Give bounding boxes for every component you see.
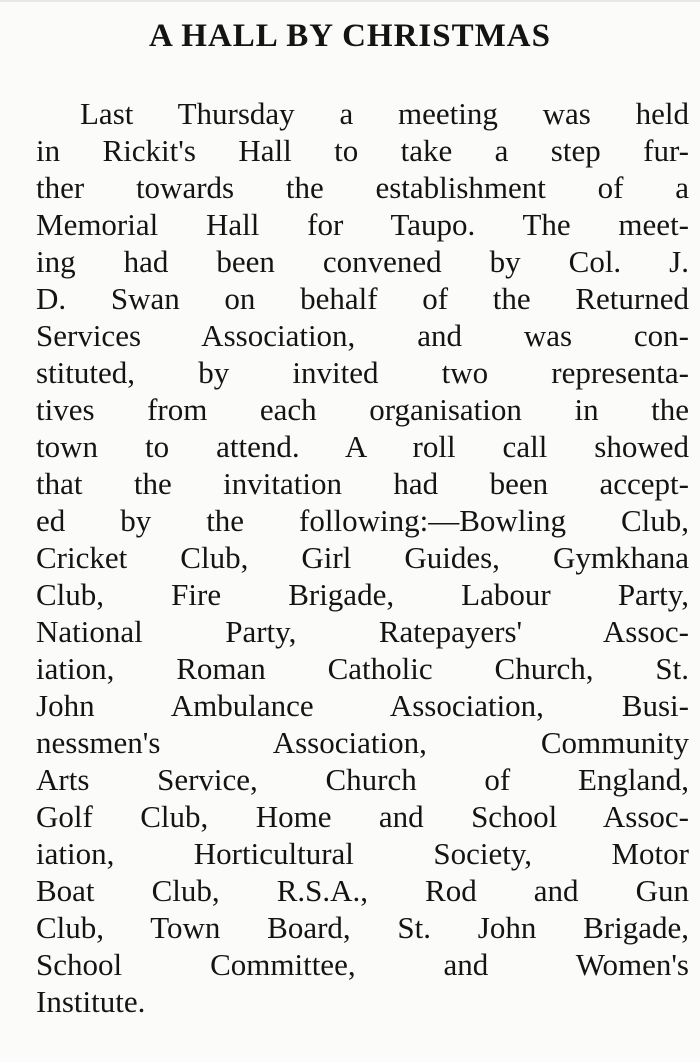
article-line: ed by the following:—Bowling Club,: [36, 503, 689, 538]
article-line: in Rickit's Hall to take a step fur-: [36, 133, 689, 168]
article-line: Club, Fire Brigade, Labour Party,: [36, 577, 689, 612]
article-line: Cricket Club, Girl Guides, Gymkhana: [36, 540, 689, 575]
article-line: Golf Club, Home and School Assoc-: [36, 799, 689, 834]
article-line: Arts Service, Church of England,: [36, 762, 689, 797]
article-line: D. Swan on behalf of the Returned: [36, 281, 689, 316]
article-line: National Party, Ratepayers' Assoc-: [36, 614, 689, 649]
article-line: John Ambulance Association, Busi-: [36, 688, 689, 723]
article-line: tives from each organisation in the: [36, 392, 689, 427]
article-body: [36, 95, 689, 1020]
article-line: nessmen's Association, Community: [36, 725, 689, 760]
article-line: Services Association, and was con-: [36, 318, 689, 353]
article-line: ther towards the establishment of a: [36, 170, 689, 205]
article-line: Boat Club, R.S.A., Rod and Gun: [36, 873, 689, 908]
article-line: Institute.: [36, 984, 146, 1019]
article-line: Memorial Hall for Taupo. The meet-: [36, 207, 689, 242]
article-line: ing had been convened by Col. J.: [36, 244, 689, 279]
article-line: Club, Town Board, St. John Brigade,: [36, 910, 689, 945]
clipping-top-edge: [0, 0, 700, 2]
article-line: iation, Horticultural Society, Motor: [36, 836, 689, 871]
article-headline: A HALL BY CHRISTMAS: [149, 18, 551, 54]
article-line: stituted, by invited two representa-: [36, 355, 689, 390]
article-line: town to attend. A roll call showed: [36, 429, 689, 464]
article-line: that the invitation had been accept-: [36, 466, 689, 501]
article-line: iation, Roman Catholic Church, St.: [36, 651, 689, 686]
article-line: School Committee, and Women's: [36, 947, 689, 982]
article-line: Last Thursday a meeting was held: [80, 96, 689, 131]
